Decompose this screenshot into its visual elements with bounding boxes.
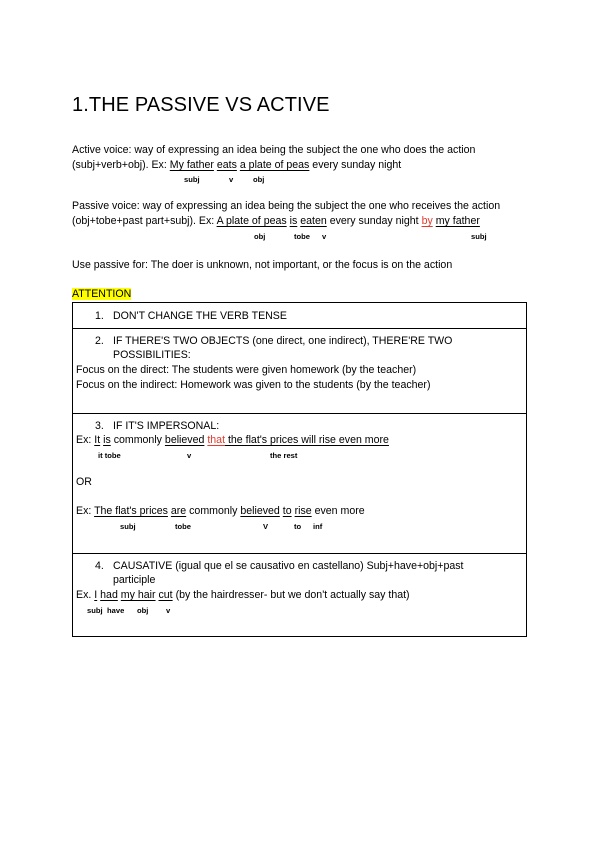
rule-4-label-subj: subj <box>87 606 103 615</box>
rule-3-ex1-is: is <box>103 434 111 446</box>
passive-ex-subject: my father <box>435 215 480 227</box>
use-passive-note: Use passive for: The doer is unknown, not important, or the focus is on the action <box>72 259 453 271</box>
rule-4-ex-cut: cut <box>158 589 173 601</box>
active-label-obj: obj <box>253 175 265 184</box>
active-formula: (subj+verb+obj). Ex: <box>72 159 170 171</box>
rule-3-ex2-prefix: Ex: <box>76 505 95 517</box>
passive-formula: (obj+tobe+past part+subj). Ex: <box>72 215 217 227</box>
rule-cell-1 <box>73 303 527 329</box>
active-voice-definition <box>72 143 475 173</box>
active-line1: Active voice: way of expressing an idea being the subject the one who does the action <box>72 144 476 156</box>
passive-voice-definition <box>72 199 500 229</box>
passive-ex-by: by <box>421 215 433 227</box>
rule-cell-3 <box>73 414 527 554</box>
passive-label-v: v <box>322 232 327 241</box>
passive-ex-mid: every sunday night <box>326 215 422 227</box>
passive-label-obj: obj <box>254 232 266 241</box>
rule-4-label-obj: obj <box>137 606 149 615</box>
rule-3-ex1-mid: commonly <box>110 434 165 446</box>
rule-3-example-2 <box>76 504 365 519</box>
passive-ex-tobe: is <box>289 215 298 227</box>
rule-3-ex2-rise: rise <box>294 505 312 517</box>
passive-line2 <box>72 214 500 229</box>
rule-4-label-v: v <box>166 606 171 615</box>
rule-2-focus-indirect: Focus on the indirect: Homework was given to the students (by the teacher) <box>76 379 431 391</box>
rule-4-ex-i: I <box>94 589 98 601</box>
active-ex-object: a plate of peas <box>239 159 310 171</box>
rule-3-ex1-believed: believed <box>164 434 205 446</box>
rule-3-ex1-it: It <box>94 434 101 446</box>
rule-2-line1: IF THERE'S TWO OBJECTS (one direct, one indirect), THERE'RE TWO <box>113 335 453 347</box>
active-ex-rest: every sunday night <box>309 159 402 171</box>
rule-cell-4 <box>73 554 527 637</box>
rule-row-3 <box>73 414 527 554</box>
rule-3-number: 3. <box>95 420 104 432</box>
active-label-subj: subj <box>184 175 200 184</box>
rule-1-text: DON'T CHANGE THE VERB TENSE <box>113 310 287 322</box>
rule-1-number: 1. <box>95 310 104 322</box>
rule-4-number: 4. <box>95 560 104 572</box>
active-ex-verb: eats <box>216 159 237 171</box>
rule-3-ex2-are: are <box>170 505 187 517</box>
rule-3-ex2-believed: believed <box>240 505 280 517</box>
rule-3-ex2-label-subj: subj <box>120 522 136 531</box>
rule-4-ex-rest: (by the hairdresser- but we don't actually say that) <box>172 589 410 601</box>
rule-4-ex-obj: my hair <box>120 589 156 601</box>
passive-label-tobe: tobe <box>294 232 311 241</box>
rule-3-text: IF IT'S IMPERSONAL: <box>113 420 220 432</box>
rule-row-4 <box>73 554 527 637</box>
rule-3-example-1 <box>76 433 389 448</box>
rule-cell-2 <box>73 329 527 414</box>
attention-label <box>72 287 131 302</box>
rule-3-ex2-mid: commonly <box>186 505 241 517</box>
rule-3-ex2-label-to: to <box>294 522 302 531</box>
rule-4-line1: CAUSATIVE (igual que el se causativo en castellano) Subj+have+obj+past <box>113 560 464 572</box>
rule-3-ex1-that: that <box>207 434 226 446</box>
rule-2-number: 2. <box>95 335 104 347</box>
rule-3-ex2-label-tobe: tobe <box>175 522 192 531</box>
rule-3-ex1-prefix: Ex: <box>76 434 95 446</box>
rule-3-ex1-rest: the flat's prices will rise even more <box>225 434 389 446</box>
rule-2-focus-direct: Focus on the direct: The students were given homework (by the teacher) <box>76 364 417 376</box>
rule-2-line2: POSSIBILITIES: <box>113 349 191 361</box>
rule-3-ex2-label-v: V <box>263 522 269 531</box>
rule-3-ex1-label-ittobe: it tobe <box>98 451 121 460</box>
rule-3-ex2-to: to <box>282 505 292 517</box>
rule-3-ex2-rest: even more <box>311 505 365 517</box>
rule-4-ex-prefix: Ex. <box>76 589 95 601</box>
rule-4-label-have: have <box>107 606 125 615</box>
rule-3-ex1-label-rest: the rest <box>270 451 298 460</box>
rule-4-ex-had: had <box>100 589 118 601</box>
attention-table <box>72 302 527 637</box>
attention-highlight: ATTENTION <box>72 288 132 300</box>
active-label-v: v <box>229 175 234 184</box>
page-title: 1.THE PASSIVE VS ACTIVE <box>72 94 330 116</box>
passive-ex-object: A plate of peas <box>216 215 287 227</box>
rule-4-example <box>76 588 410 603</box>
passive-line1: Passive voice: way of expressing an idea being the subject the one who receives the action <box>72 200 501 212</box>
rule-4-line2: participle <box>113 574 156 586</box>
rule-3-ex2-subject: The flat's prices <box>94 505 168 517</box>
passive-ex-verb: eaten <box>300 215 327 227</box>
rule-3-ex2-label-inf: inf <box>313 522 323 531</box>
rule-3-ex1-label-v: v <box>187 451 192 460</box>
active-line2 <box>72 158 475 173</box>
passive-label-subj: subj <box>471 232 487 241</box>
rule-row-1 <box>73 303 527 329</box>
rule-3-or: OR <box>76 476 92 488</box>
active-ex-subject: My father <box>169 159 214 171</box>
rule-row-2 <box>73 329 527 414</box>
